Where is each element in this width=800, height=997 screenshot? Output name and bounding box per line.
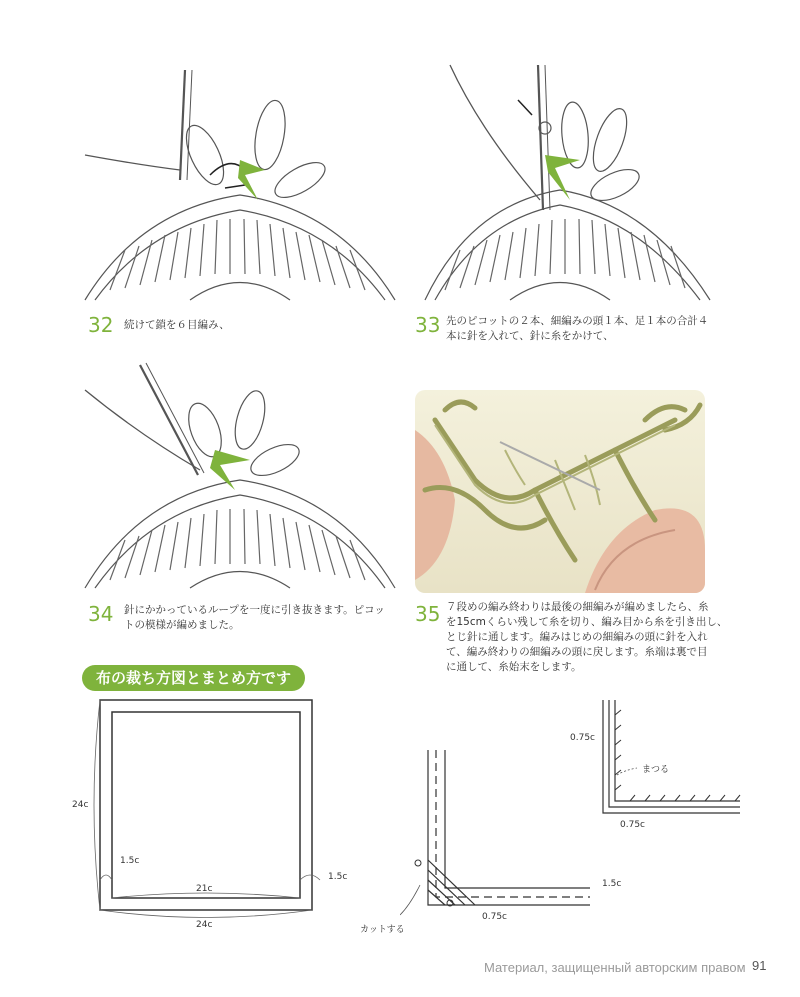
finished-bottom-label: 0.75c bbox=[620, 820, 645, 830]
corner-diagram bbox=[400, 745, 600, 920]
step-34-text bbox=[124, 603, 385, 633]
step-35-text bbox=[446, 600, 727, 675]
step-34-line-2: トの模様が編めました。 bbox=[124, 619, 240, 631]
step-33-text bbox=[446, 314, 708, 344]
step-33-illustration bbox=[420, 60, 720, 310]
step-35-photo bbox=[415, 390, 705, 593]
step-33-line-1: 先のピコットの２本、細編みの頭１本、足１本の合計４ bbox=[446, 315, 709, 327]
step-35-line-2: を15cmくらい残して糸を切り、編み目から糸を引き出し、 bbox=[446, 616, 728, 628]
corner-seam-label: 1.5c bbox=[602, 879, 622, 889]
step-34-line-1: 針にかかっているループを一度に引き抜きます。ピコッ bbox=[124, 604, 385, 616]
step-35-line-3: とじ針に通します。編みはじめの細編みの頭に針を入れ bbox=[446, 631, 708, 643]
cut-seam-left-label: 1.5c bbox=[120, 856, 140, 866]
corner-fold-label: 0.75c bbox=[482, 912, 507, 922]
finished-diagram bbox=[595, 695, 745, 825]
cut-outer-height-label: 24c bbox=[72, 800, 89, 810]
step-35-line-1: ７段めの編み終わりは最後の細編みが編めましたら、糸 bbox=[446, 601, 709, 613]
step-32-text: 続けて鎖を６目編み、 bbox=[124, 319, 230, 331]
cut-diagram bbox=[70, 695, 350, 935]
step-35-line-4: て、編み終わりの細編みの頭に戻します。糸端は裏で目 bbox=[446, 646, 708, 658]
step-33-number: 33 bbox=[415, 313, 441, 337]
step-32-illustration bbox=[80, 60, 400, 310]
cut-outer-width-label: 24c bbox=[196, 920, 213, 930]
finished-stitch-label: まつる bbox=[642, 765, 670, 775]
cut-seam-right-label: 1.5c bbox=[328, 872, 348, 882]
step-35-number: 35 bbox=[415, 602, 441, 626]
copyright-watermark: Материал, защищенный авторским правом bbox=[484, 960, 746, 975]
page-number: 91 bbox=[752, 958, 767, 973]
cut-inner-width-label: 21c bbox=[196, 884, 213, 894]
step-33-line-2: 本に針を入れて、針に糸をかけて、 bbox=[446, 330, 614, 342]
corner-cut-label: カットする bbox=[360, 925, 405, 935]
step-34-number: 34 bbox=[88, 602, 114, 626]
step-32-number: 32 bbox=[88, 313, 114, 337]
section-title: 布の裁ち方図とまとめ方です bbox=[82, 665, 305, 691]
finished-top-label: 0.75c bbox=[570, 733, 595, 743]
step-35-line-5: に通して、糸始末をします。 bbox=[446, 661, 582, 673]
step-34-illustration bbox=[80, 360, 400, 595]
